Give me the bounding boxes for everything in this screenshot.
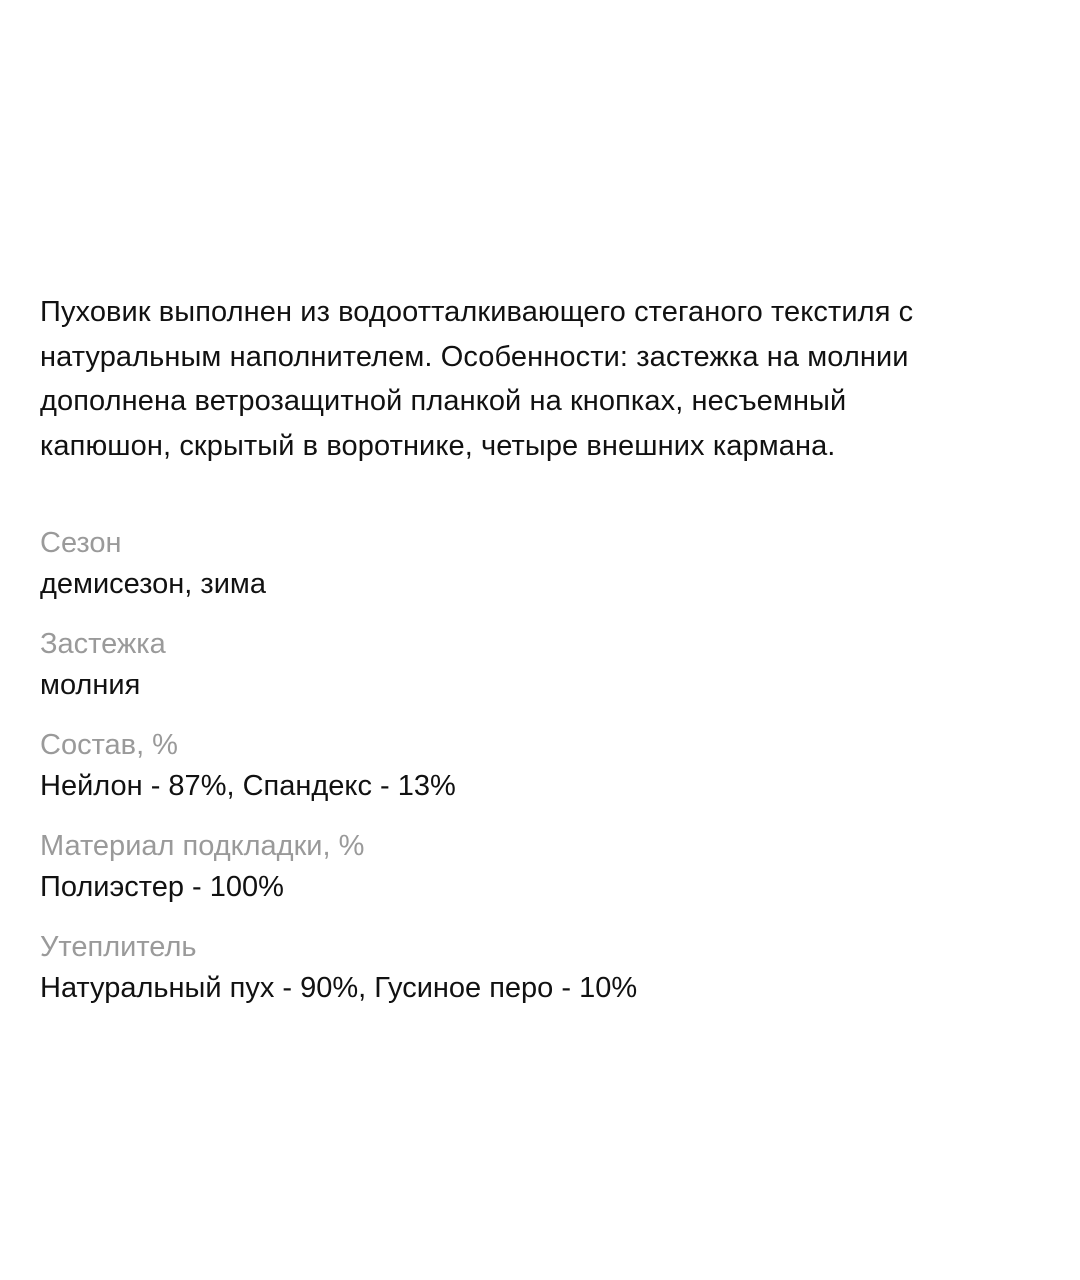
spec-season [40, 523, 1040, 605]
spec-label: Застежка [40, 628, 166, 660]
product-details [40, 290, 1040, 1028]
spec-value: демисезон, зима [40, 568, 266, 600]
spec-value: Нейлон - 87%, Спандекс - 13% [40, 770, 456, 802]
spec-value: Натуральный пух - 90%, Гусиное перо - 10% [40, 972, 638, 1004]
spec-label: Материал подкладки, % [40, 830, 365, 862]
spec-lining [40, 826, 1040, 908]
product-description: Пуховик выполнен из водоотталкивающего стеганого текстиля с натуральным наполнителем. Особенности: застежка на молнии дополнена ветрозащитной планкой на кнопках, несъемный капюшон, скрытый в воротнике, четыре внешних кармана. [40, 296, 914, 462]
spec-insulation [40, 927, 1040, 1009]
spec-label: Состав, % [40, 729, 178, 761]
spec-value: молния [40, 669, 141, 701]
spec-value: Полиэстер - 100% [40, 871, 284, 903]
spec-fastener [40, 624, 1040, 706]
spec-list [40, 523, 1040, 1009]
spec-label: Сезон [40, 527, 122, 559]
spec-composition [40, 725, 1040, 807]
spec-label: Утеплитель [40, 931, 197, 963]
